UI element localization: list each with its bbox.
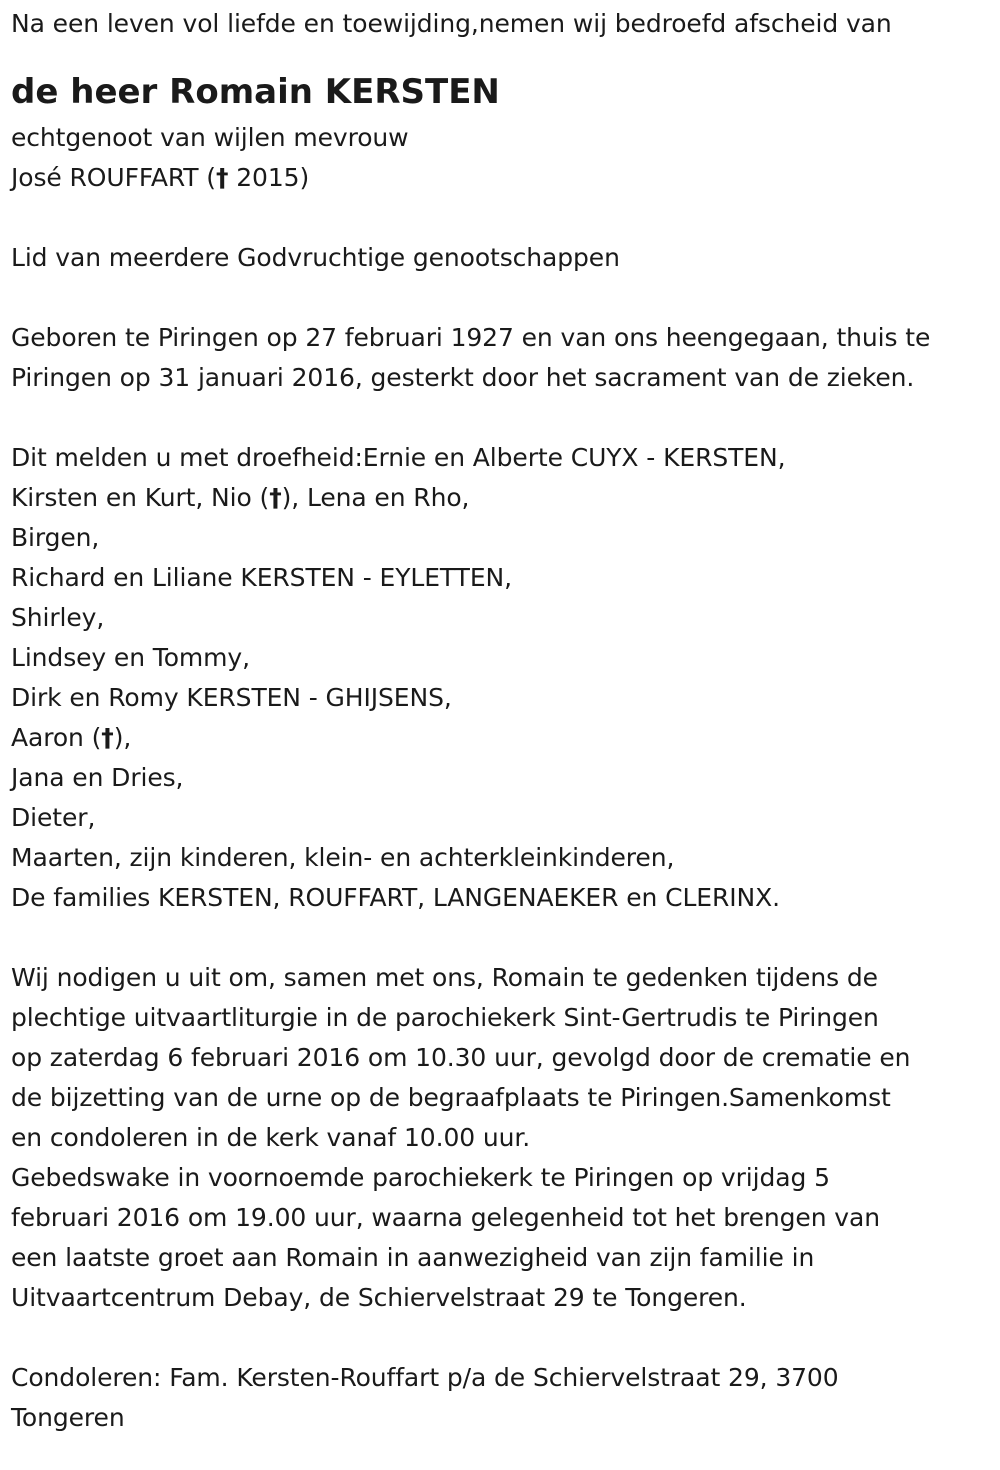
service-line: een laatste groet aan Romain in aanwezigheid van zijn familie in — [11, 1243, 815, 1272]
cross-icon: † — [101, 723, 114, 752]
condolences-line: Condoleren: Fam. Kersten-Rouffart p/a de Schiervelstraat 29, 3700 — [11, 1363, 839, 1392]
service-line: de bijzetting van de urne op de begraafplaats te Piringen.Samenkomst — [11, 1083, 891, 1112]
spacer — [11, 198, 990, 238]
service-line: februari 2016 om 19.00 uur, waarna gelegenheid tot het brengen van — [11, 1203, 880, 1232]
family-line — [11, 718, 990, 758]
spouse-year: 2015) — [228, 163, 310, 192]
spouse-line: echtgenoot van wijlen mevrouw — [11, 123, 409, 152]
service-line: Uitvaartcentrum Debay, de Schiervelstraat 29 te Tongeren. — [11, 1283, 747, 1312]
family-line: Lindsey en Tommy, — [11, 643, 250, 672]
family-line: Dit melden u met droefheid:Ernie en Alberte CUYX - KERSTEN, — [11, 443, 786, 472]
family-text: Kirsten en Kurt, Nio ( — [11, 483, 270, 512]
cross-icon: † — [269, 483, 282, 512]
family-text: Aaron ( — [11, 723, 102, 752]
family-line: Birgen, — [11, 523, 100, 552]
spacer — [11, 1318, 990, 1358]
spacer — [11, 278, 990, 318]
birth-death-line: Piringen op 31 januari 2016, gesterkt door het sacrament van de zieken. — [11, 363, 915, 392]
spacer — [11, 44, 990, 68]
spouse-name-line — [11, 158, 990, 198]
service-line: plechtige uitvaartliturgie in de parochiekerk Sint-Gertrudis te Piringen — [11, 1003, 879, 1032]
family-line — [11, 478, 990, 518]
family-line: Richard en Liliane KERSTEN - EYLETTEN, — [11, 563, 512, 592]
family-line: De families KERSTEN, ROUFFART, LANGENAEKER en CLERINX. — [11, 883, 781, 912]
family-line: Jana en Dries, — [11, 763, 184, 792]
family-text: ), — [113, 723, 132, 752]
cross-icon: † — [215, 163, 229, 192]
intro-text: Na een leven vol liefde en toewijding,nemen wij bedroefd afscheid van — [11, 9, 892, 38]
spouse-name: José ROUFFART ( — [11, 163, 216, 192]
deceased-name: de heer Romain KERSTEN — [11, 72, 500, 112]
service-line: Gebedswake in voornoemde parochiekerk te Piringen op vrijdag 5 — [11, 1163, 830, 1192]
family-text: ), Lena en Rho, — [281, 483, 470, 512]
condolences-line: Tongeren — [11, 1403, 125, 1432]
membership-text: Lid van meerdere Godvruchtige genootschappen — [11, 243, 620, 272]
family-line: Dieter, — [11, 803, 96, 832]
family-line: Maarten, zijn kinderen, klein- en achterkleinkinderen, — [11, 843, 675, 872]
service-line: op zaterdag 6 februari 2016 om 10.30 uur, gevolgd door de crematie en — [11, 1043, 911, 1072]
family-line: Shirley, — [11, 603, 105, 632]
spacer — [11, 918, 990, 958]
service-line: en condoleren in de kerk vanaf 10.00 uur. — [11, 1123, 531, 1152]
service-line: Wij nodigen u uit om, samen met ons, Romain te gedenken tijdens de — [11, 963, 878, 992]
spacer — [11, 398, 990, 438]
family-line: Dirk en Romy KERSTEN - GHIJSENS, — [11, 683, 452, 712]
birth-death-line: Geboren te Piringen op 27 februari 1927 en van ons heengegaan, thuis te — [11, 323, 931, 352]
